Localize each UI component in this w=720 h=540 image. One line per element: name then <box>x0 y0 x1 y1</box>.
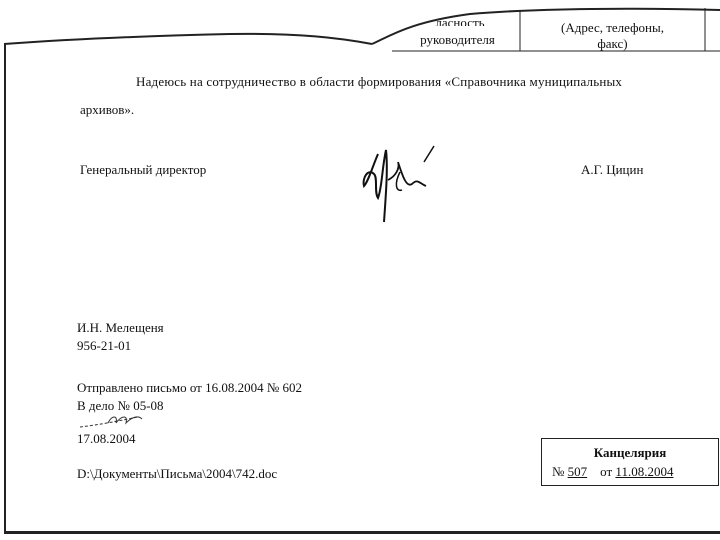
letter-paragraph-line2: архивов». <box>80 102 135 117</box>
page-border-bottom <box>4 531 720 534</box>
executor-name: И.Н. Мелещеня <box>77 320 164 335</box>
page-border-left <box>4 44 6 534</box>
file-path: D:\Документы\Письма\2004\742.doc <box>77 466 278 481</box>
sent-letter-note: Отправлено письмо от 16.08.2004 № 602 <box>77 380 302 395</box>
initials-signature <box>78 411 162 431</box>
signatory-name: А.Г. Цицин <box>581 162 644 177</box>
header-cell-address: (Адрес, телефоны, <box>561 20 664 35</box>
director-signature <box>356 138 440 226</box>
filing-date: 17.08.2004 <box>77 431 136 446</box>
stamp-date-prefix: от <box>600 464 613 479</box>
case-file-note: В дело № 05-08 <box>77 398 164 413</box>
stamp-number-prefix: № <box>552 464 565 479</box>
header-cell-fax: факс) <box>597 36 628 51</box>
header-cell-position: руководителя <box>420 32 495 47</box>
stamp-registration-line <box>552 464 673 480</box>
signatory-title: Генеральный директор <box>80 162 207 177</box>
stamp-number: 507 <box>567 464 588 479</box>
registry-stamp <box>541 438 719 486</box>
stamp-title: Канцелярия <box>593 445 667 460</box>
letter-paragraph-line1: Надеюсь на сотрудничество в области формирования «Справочника муниципальных <box>136 74 623 89</box>
executor-phone: 956-21-01 <box>77 338 132 353</box>
header-cell-partial-text: ласность <box>435 15 485 26</box>
stamp-date: 11.08.2004 <box>615 464 674 479</box>
